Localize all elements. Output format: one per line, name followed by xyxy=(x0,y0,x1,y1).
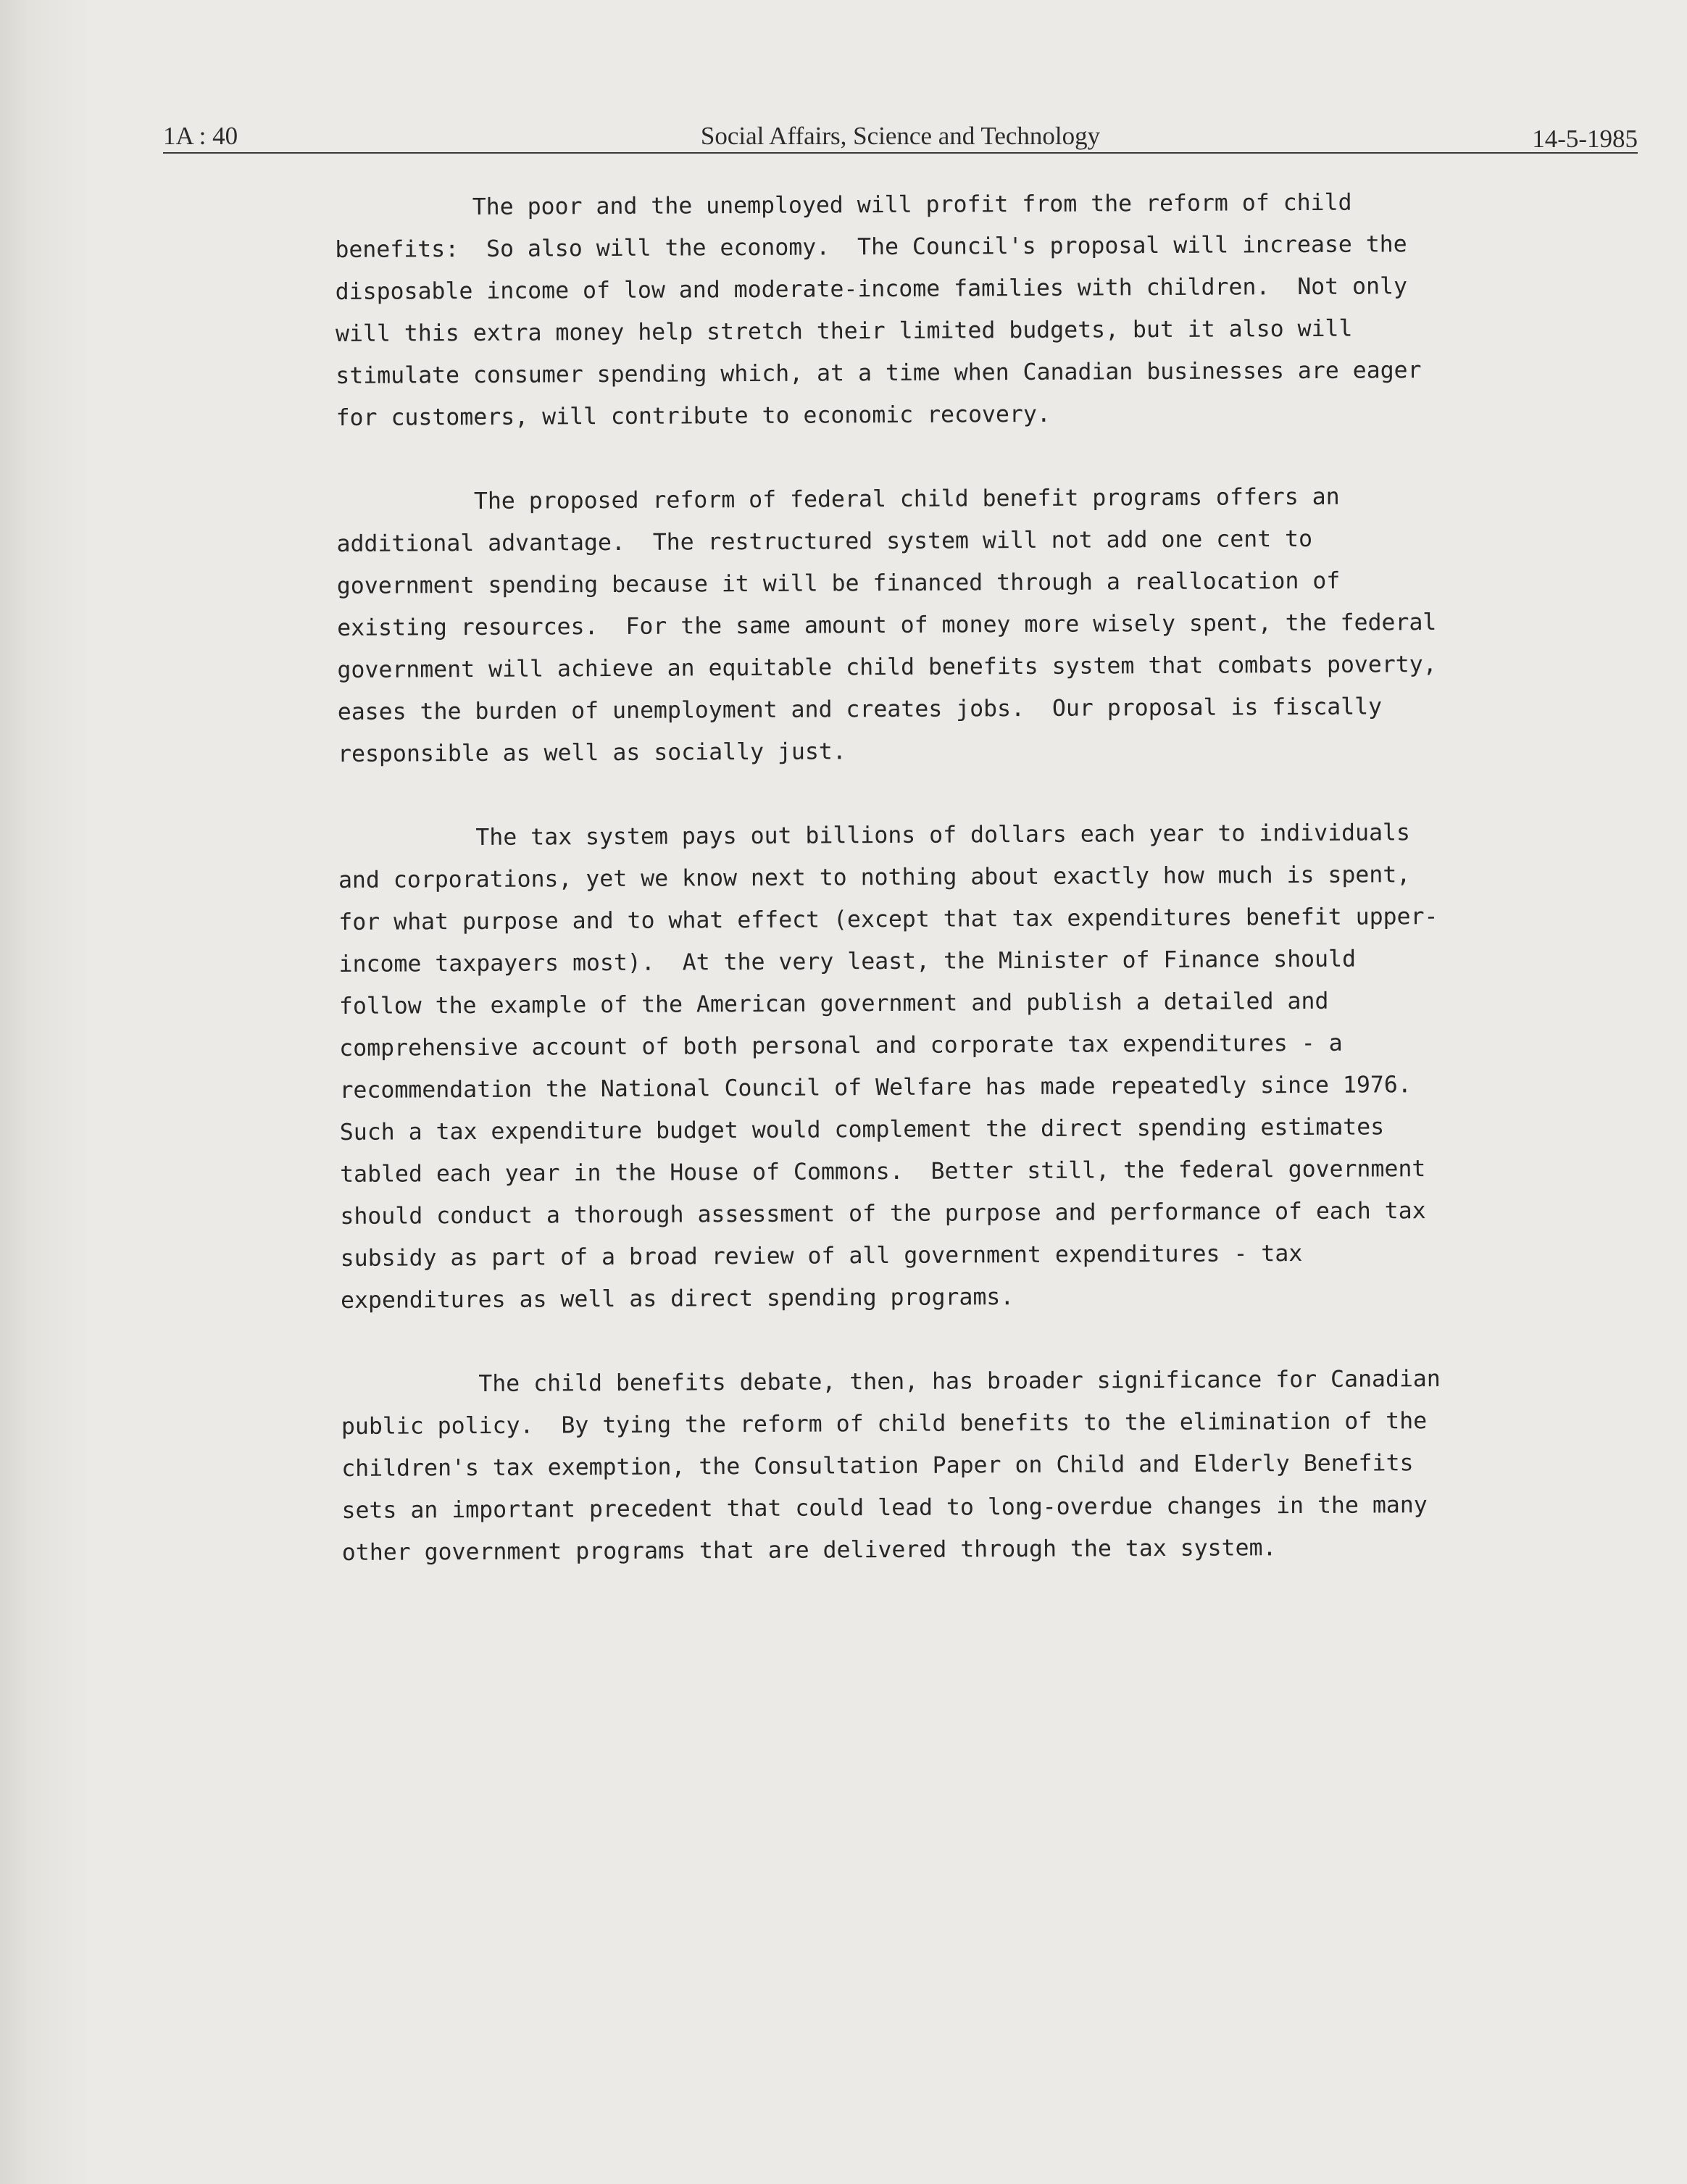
running-header xyxy=(163,116,1638,157)
header-date: 14-5-1985 xyxy=(1532,125,1638,153)
paragraph-child-benefits-reform: The poor and the unemployed will profit from the reform of child benefits: So also will the economy. The Council's proposal will increase the disposable income of low and moderate-income families with children. Not only will this extra money help stretch their limited budgets, but it also will stimulate consumer spending which, at a time when Canadian businesses are eager for customers, will contribute to economic recovery. xyxy=(335,189,1422,431)
paragraph-tax-system: The tax system pays out billions of dollars each year to individuals and corporations, yet we know next to nothing about exactly how much is spent, for what purpose and to what effect (except that tax expenditures benefit upper- income taxpayers most). At the very least, the Minister of Finance should follow the example of the American government and publish a detailed and comprehensive account of both personal and corporate tax expenditures - a recommendation the National Council of Welfare has made repeatedly since 1976. Such a tax expenditure budget would complement the direct spending estimates tabled each year in the House of Commons. Better still, the federal government should conduct a thorough assessment of the purpose and performance of each tax subsidy as part of a broad review of all government expenditures - tax expenditures as well as direct spending programs. xyxy=(338,820,1438,1314)
paragraph-proposed-reform: The proposed reform of federal child benefit programs offers an additional advantage. The restructured system will not add one cent to government spending because it will be financed through a reallocation of existing resources. For the same amount of money more wisely spent, the federal government will achieve an equitable child benefits system that combats poverty, eases the burden of unemployment and creates jobs. Our proposal is fiscally responsible as well as socially just. xyxy=(336,483,1437,767)
paragraph-broader-significance: The child benefits debate, then, has broader significance for Canadian public policy. By tying the reform of child benefits to the elimination of the children's tax exemption, the Consultation Paper on Child and Elderly Benefits sets an important precedent that could lead to long-overdue changes in the many other government programs that are delivered through the tax system. xyxy=(341,1366,1441,1566)
body-text xyxy=(335,181,1473,1616)
section-title: Social Affairs, Science and Technology xyxy=(700,122,1101,150)
header-rule xyxy=(163,152,1638,154)
page-number: 1A : 40 xyxy=(163,122,238,150)
